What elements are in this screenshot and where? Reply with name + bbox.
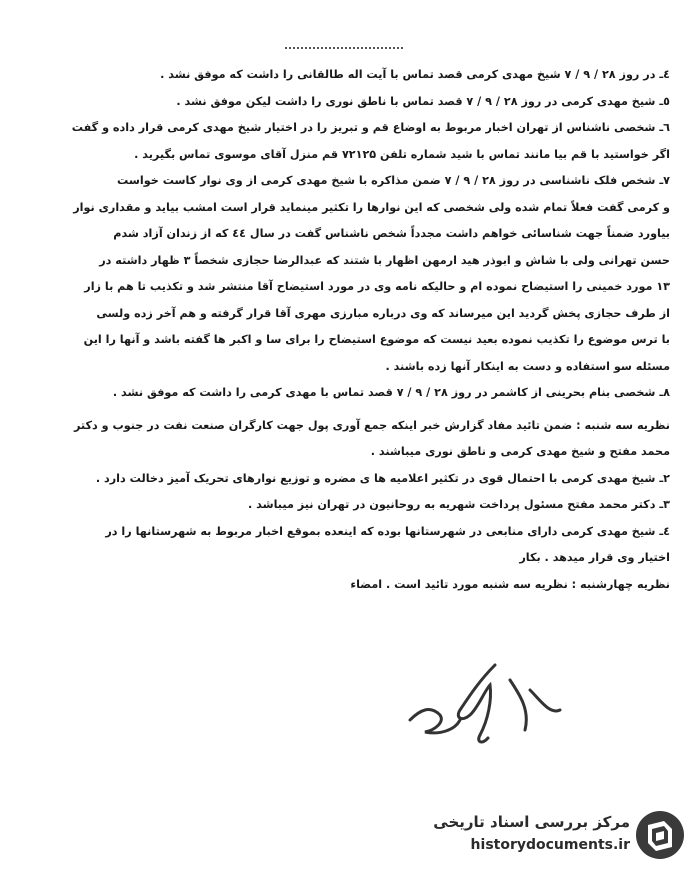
paragraph-8: ۸ـ شخصی بنام بحرینی از کاشمر در روز ۲۸ / ۹ / ۷ قصد تماس با مهدی کرمی را داشت که موفق نشد .: [112, 386, 670, 399]
handwritten-signature-icon: [400, 660, 580, 755]
tuesday-opinion-cont: محمد مفتح و شیخ مهدی کرمی و ناطق نوری میباشند .: [370, 445, 670, 458]
paragraph-7-cont-4: ۱۳ مورد خمینی را استیضاح نموده ام و حالیکه نامه وی در مورد استیضاح آقا منتشر شد و تکذیب تا هم با زار: [84, 280, 670, 293]
paragraph-7-cont-5: از طرف حجازی پخش گردید این میرساند که وی درباره مبارزی مهری آقا قرار گرفته و هم آخر زده ولسی: [96, 306, 670, 320]
paragraph-5: ٥ـ شیخ مهدی کرمی در روز ۲۸ / ۹ / ۷ قصد تماس با ناطق نوری را داشت لیکن موفق نشد .: [176, 94, 670, 108]
archive-name: مرکز بررسی اسناد تاریخی: [433, 813, 630, 831]
opinion-item-2: ۲ـ شیخ مهدی کرمی با احتمال قوی در تکثیر اعلامیه ها ی مضره و توزیع نوارهای تحریک آمیز دخالت دارد .: [95, 471, 670, 485]
tuesday-opinion: نظریه سه شنبه : ضمن تائید مفاد گزارش خبر اینکه جمع آوری پول جهت کارگران صنعت نفت در جنوب و دکتر: [73, 418, 670, 432]
document-body: [34, 62, 670, 598]
opinion-item-4-cont: اختیار وی قرار میدهد . بکار: [519, 551, 670, 564]
opinion-item-4: ٤ـ شیخ مهدی کرمی دارای منابعی در شهرستانها بوده که اینعده بموقع اخبار مربوط به شهرستانها را در: [105, 524, 670, 538]
archive-watermark: [432, 805, 692, 865]
paragraph-7: ۷ـ شخص فلک ناشناسی در روز ۲۸ / ۹ / ۷ ضمن مذاکره با شیخ مهدی کرمی از وی نوار کاست خواست: [117, 174, 670, 187]
opinion-item-3: ۳ـ دکتر محمد مفتح مسئول پرداخت شهریه به روحانیون در تهران نیز میباشد .: [248, 498, 670, 511]
document-archive-logo-icon: [634, 809, 686, 861]
paragraph-7-cont-7: مسئله سو استفاده و دست به اینکار آنها زده باشند .: [385, 359, 670, 373]
archive-url: historydocuments.ir: [470, 837, 630, 853]
paragraph-7-cont-3: حسن تهرانی ولی با شاش و ابوذر هید ارمهن اظهار با شتند که عبدالرضا حجازی شخصاً ۳ ظهار داشته در: [99, 253, 670, 267]
paragraph-4: ٤ـ در روز ۲۸ / ۹ / ۷ شیخ مهدی کرمی قصد تماس با آیت اله طالقانی را داشت که موفق نشد .: [160, 68, 670, 81]
paragraph-7-cont-1: و کرمی گفت فعلاً تمام شده ولی شخصی که این نوارها را تکثیر مینماید قرار است امشب بیاید و مقداری نوار: [73, 200, 670, 214]
paragraph-6: ٦ـ شخصی ناشناس از تهران اخبار مربوط به اوضاع قم و تبریز را در اختیار شیخ مهدی کرمی قرار داده و گفت: [71, 121, 670, 134]
paragraph-6-cont: اگر خواستید با قم بیا مانند تماس با شید شماره تلفن ۷۲۱۲۵ قم منزل آقای موسوی تماس بگیرید .: [134, 147, 670, 161]
paragraph-7-cont-6: با ترس موضوع را تکذیب نموده بعید نیست که موضوع استیضاح را برای سا و اکبر ها گفته باشد و آنها را این: [83, 333, 670, 346]
wednesday-opinion: نظریه چهارشنبه : نظریه سه شنبه مورد تائید است . امضاء: [350, 577, 670, 591]
top-dotted-rule: [285, 47, 403, 49]
paragraph-7-cont-2: بیاورد ضمناً جهت شناسائی خواهم داشت مجدداً شخص ناشناس گفت در سال ٤٤ که از زندان آزاد شدم: [113, 227, 670, 240]
